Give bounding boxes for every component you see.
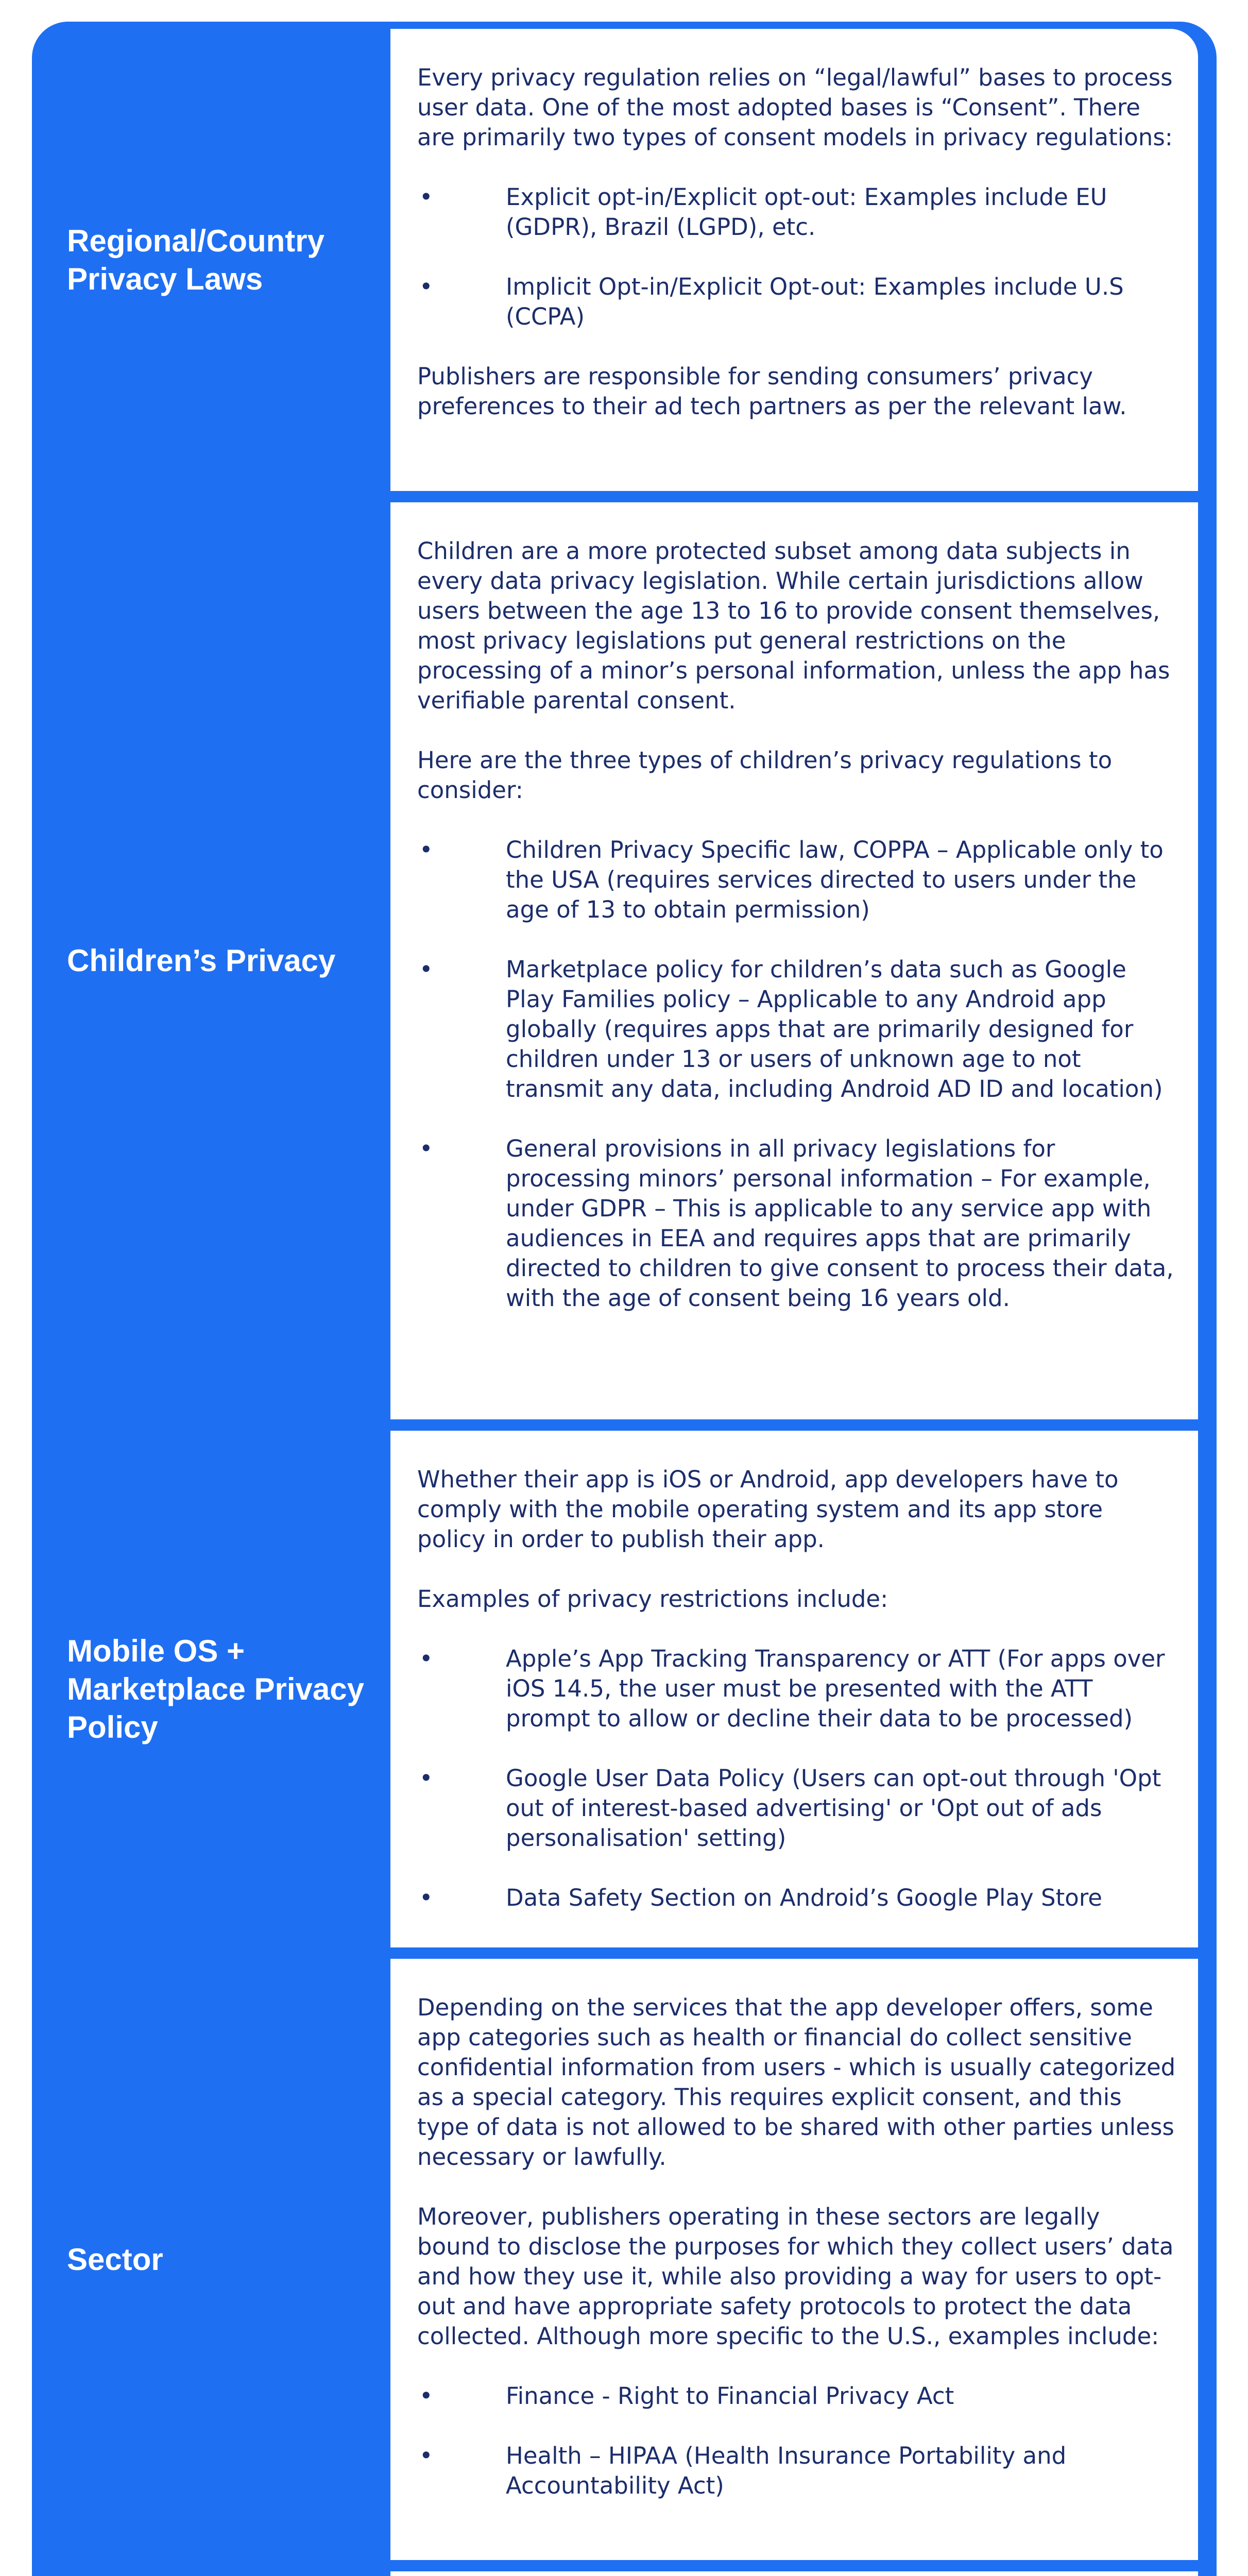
paragraph: Whether their app is iOS or Android, app developers have to comply with the mobile operating system and its app store policy in order to publish their app. [417,1466,1119,1553]
list-item [417,182,1177,242]
list-item-text: General provisions in all privacy legislations for processing minors’ personal information – For example, under GDPR – This is applicable to any service app with audiences in EEA and requires apps that are primarily directed to children to give consent to process their data, with the age of consent being 16 years old. [506,1135,1174,1312]
bullet-icon: • [419,183,433,211]
list-item [417,955,1177,1104]
paragraph: Children are a more protected subset among data subjects in every data privacy legislation. While certain jurisdictions allow users between the age 13 to 16 to provide consent themselves, most privacy legislations put general restrictions on the processing of a minor’s personal information, unless the app has verifiable parental consent. [417,537,1170,714]
bullet-list [417,1644,1177,1913]
bullet-icon: • [419,1645,433,1672]
row-label [32,1431,390,1947]
row-content [390,502,1198,1419]
list-item-text: Apple’s App Tracking Transparency or ATT (For apps over iOS 14.5, the user must be presented with the ATT prompt to allow or decline their data to be processed) [506,1645,1165,1732]
bullet-icon: • [419,1884,433,1911]
table-row-children-s-privacy [32,502,1217,1419]
privacy-framework-table [32,22,1217,2576]
bullet-list [417,2381,1177,2501]
row-content [390,2571,1198,2576]
list-item [417,1764,1177,1853]
row-label-text: Mobile OS + Marketplace Privacy Policy [67,1633,365,1744]
list-item-text: Children Privacy Specific law, COPPA – Applicable only to the USA (requires services directed to users under the age of 13 to obtain permission) [506,836,1164,923]
row-label-text: Regional/Country Privacy Laws [67,223,325,296]
list-item-text: Google User Data Policy (Users can opt-out through 'Opt out of interest-based advertising' or 'Opt out of ads personalisation' setting) [506,1765,1161,1852]
bullet-icon: • [419,1765,433,1792]
bullet-icon: • [419,836,433,863]
bullet-icon: • [419,2382,433,2410]
paragraph: Depending on the services that the app developer offers, some app categories such as health or financial do collect sensitive confidential information from users - which is usually categorized as a special category. This requires explicit consent, and this type of data is not allowed to be shared with other parties unless necessary or lawfully. [417,1994,1176,2171]
list-item-text: Finance - Right to Financial Privacy Act [506,2382,954,2410]
row-label [32,2571,390,2576]
row-label-text: Children’s Privacy [67,943,336,978]
bullet-icon: • [419,1135,433,1162]
paragraph: Moreover, publishers operating in these sectors are legally bound to disclose the purposes for which they collect users’ data and how they use it, while also providing a way for users to opt-out and have appropriate safety protocols to protect the data collected. Although more specific to the U.S., examples include: [417,2203,1174,2350]
row-content [390,1959,1198,2560]
bullet-icon: • [419,273,433,300]
list-item [417,2381,1177,2411]
list-item-text: Health – HIPAA (Health Insurance Portability and Accountability Act) [506,2442,1067,2499]
row-label [32,502,390,1419]
row-label [32,1959,390,2560]
list-item [417,272,1177,332]
bullet-list [417,182,1177,332]
list-item [417,1883,1177,1913]
paragraph: Publishers are responsible for sending consumers’ privacy preferences to their ad tech partners as per the relevant law. [417,363,1127,420]
list-item-text: Implicit Opt-in/Explicit Opt-out: Examples include U.S (CCPA) [506,273,1124,330]
table-row-purposes [32,2571,1217,2576]
bullet-list [417,835,1177,1313]
paragraph: Here are the three types of children’s privacy regulations to consider: [417,747,1113,804]
list-item-text: Marketplace policy for children’s data such as Google Play Families policy – Applicable to any Android app globally (requires apps that are primarily designed for children under 13 or users of unknown age to not transmit any data, including Android AD ID and location) [506,956,1163,1103]
list-item [417,1644,1177,1734]
paragraph: Examples of privacy restrictions include: [417,1585,888,1613]
bullet-icon: • [419,2442,433,2469]
row-content [390,1431,1198,1947]
row-label-text: Sector [67,2242,163,2277]
list-item-text: Explicit opt-in/Explicit opt-out: Examples include EU (GDPR), Brazil (LGPD), etc. [506,183,1107,241]
list-item [417,835,1177,925]
table-row-mobile-os-marketplace-privacy-policy [32,1431,1217,1947]
bullet-icon: • [419,956,433,983]
list-item [417,2441,1177,2501]
paragraph: Every privacy regulation relies on “legal/lawful” bases to process user data. One of the most adopted bases is “Consent”. There are primarily two types of consent models in privacy regulations: [417,64,1173,151]
list-item [417,1134,1177,1313]
row-label [32,29,390,491]
table-row-regional-country-privacy-laws [32,29,1217,491]
row-content [390,29,1198,491]
list-item-text: Data Safety Section on Android’s Google Play Store [506,1884,1102,1911]
table-row-sector [32,1959,1217,2560]
table-rows [32,29,1217,2576]
